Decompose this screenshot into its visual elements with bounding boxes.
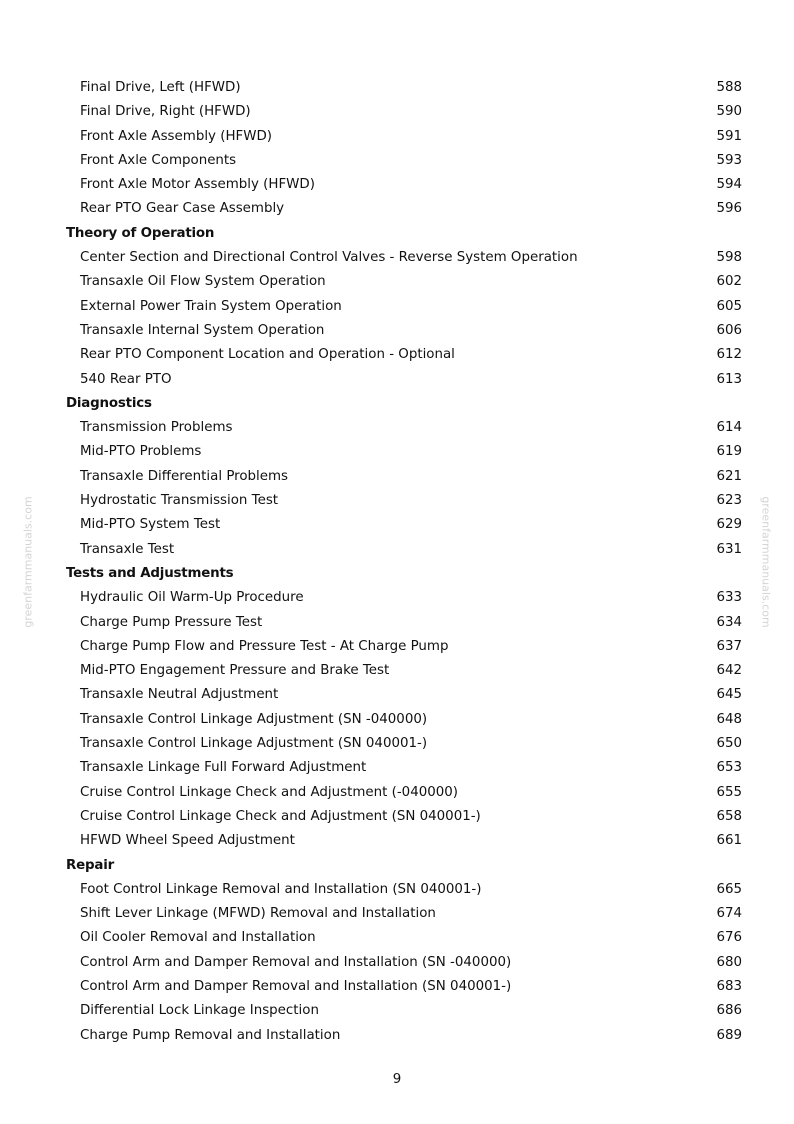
toc-entry[interactable] (0, 368, 794, 392)
entry-title: Mid-PTO Engagement Pressure and Brake Test (80, 663, 390, 679)
entry-page-number: 614 (716, 420, 742, 436)
entry-page-number: 683 (716, 978, 742, 994)
entry-page-number: 591 (716, 128, 742, 144)
entry-title: Transaxle Internal System Operation (80, 322, 325, 338)
toc-entry[interactable] (0, 1024, 794, 1048)
entry-title: Hydraulic Oil Warm-Up Procedure (80, 590, 304, 606)
entry-title: Final Drive, Left (HFWD) (80, 80, 241, 95)
toc-entry[interactable] (0, 246, 794, 270)
entry-page-number: 665 (716, 881, 742, 897)
entry-page-number: 686 (716, 1003, 742, 1019)
entry-title: External Power Train System Operation (80, 298, 342, 314)
toc-entry[interactable] (0, 586, 794, 610)
toc-entry[interactable] (0, 440, 794, 464)
toc-entry[interactable] (0, 173, 794, 197)
toc-entry[interactable] (0, 149, 794, 173)
entry-title: Control Arm and Damper Removal and Installation (SN -040000) (80, 954, 512, 970)
entry-title: Rear PTO Component Location and Operation - Optional (80, 347, 455, 363)
entry-title: Mid-PTO System Test (80, 517, 221, 533)
entry-title: Transaxle Differential Problems (80, 468, 289, 484)
entry-title: Charge Pump Removal and Installation (80, 1027, 341, 1043)
entry-title: Front Axle Components (80, 152, 237, 168)
toc-section-heading (0, 854, 794, 878)
toc-entry[interactable] (0, 295, 794, 319)
entry-title: Foot Control Linkage Removal and Installation (SN 040001-) (80, 881, 482, 897)
entry-title: Charge Pump Flow and Pressure Test - At Charge Pump (80, 638, 449, 654)
toc-entry[interactable] (0, 926, 794, 950)
entry-title: 540 Rear PTO (80, 371, 172, 387)
entry-title: Control Arm and Damper Removal and Installation (SN 040001-) (80, 978, 512, 994)
entry-page-number: 629 (716, 517, 742, 533)
toc-entry[interactable] (0, 902, 794, 926)
page-number: 9 (392, 1072, 402, 1087)
entry-title: Transaxle Oil Flow System Operation (80, 274, 326, 290)
entry-title: Transaxle Neutral Adjustment (80, 687, 279, 703)
toc-entry[interactable] (0, 611, 794, 635)
entry-page-number: 631 (716, 541, 742, 557)
toc-entry[interactable] (0, 683, 794, 707)
entry-title: Transaxle Test (80, 541, 175, 557)
entry-title: Transaxle Control Linkage Adjustment (SN -040000) (80, 711, 428, 727)
entry-title: Transaxle Control Linkage Adjustment (SN 040001-) (80, 736, 428, 752)
toc-entry[interactable] (0, 999, 794, 1023)
entry-page-number: 596 (716, 201, 742, 217)
entry-page-number: 602 (716, 274, 742, 290)
section-title: Theory of Operation (66, 225, 215, 241)
toc-entry[interactable] (0, 319, 794, 343)
entry-title: Mid-PTO Problems (80, 444, 202, 460)
entry-page-number: 634 (716, 614, 742, 630)
toc-entry[interactable] (0, 659, 794, 683)
toc-entry[interactable] (0, 805, 794, 829)
toc-entry[interactable] (0, 635, 794, 659)
entry-page-number: 650 (716, 736, 742, 752)
entry-page-number: 590 (716, 104, 742, 120)
entry-page-number: 674 (716, 906, 742, 922)
watermark-left: greenfarmmanuals.com (21, 496, 35, 628)
toc-entry[interactable] (0, 100, 794, 124)
toc-entry[interactable] (0, 829, 794, 853)
entry-page-number: 619 (716, 444, 742, 460)
entry-page-number: 658 (716, 808, 742, 824)
toc-entry[interactable] (0, 343, 794, 367)
entry-page-number: 598 (716, 250, 742, 266)
toc-entry[interactable] (0, 197, 794, 221)
toc-entry[interactable] (0, 708, 794, 732)
entry-page-number: 676 (716, 930, 742, 946)
entry-title: Rear PTO Gear Case Assembly (80, 201, 285, 217)
entry-page-number: 642 (716, 663, 742, 679)
entry-page-number: 612 (716, 347, 742, 363)
toc-entry[interactable] (0, 732, 794, 756)
entry-page-number: 593 (716, 152, 742, 168)
toc-section-heading (0, 222, 794, 246)
toc-entry[interactable] (0, 538, 794, 562)
entry-title: Hydrostatic Transmission Test (80, 493, 279, 509)
entry-page-number: 623 (716, 493, 742, 509)
entry-title: Differential Lock Linkage Inspection (80, 1003, 319, 1019)
toc-entry[interactable] (0, 125, 794, 149)
entry-title: Cruise Control Linkage Check and Adjustment (-040000) (80, 784, 459, 800)
entry-page-number: 645 (716, 687, 742, 703)
entry-page-number: 661 (716, 833, 742, 849)
entry-page-number: 648 (716, 711, 742, 727)
section-title: Tests and Adjustments (66, 565, 234, 581)
entry-title: Final Drive, Right (HFWD) (80, 104, 251, 120)
toc-entry[interactable] (0, 270, 794, 294)
entry-page-number: 637 (716, 638, 742, 654)
entry-title: Front Axle Motor Assembly (HFWD) (80, 177, 315, 193)
entry-page-number: 613 (716, 371, 742, 387)
toc-entry[interactable] (0, 513, 794, 537)
entry-page-number: 606 (716, 322, 742, 338)
entry-page-number: 689 (716, 1027, 742, 1043)
entry-title: Transmission Problems (80, 420, 233, 436)
toc-entry[interactable] (0, 465, 794, 489)
section-title: Diagnostics (66, 395, 152, 411)
entry-page-number: 655 (716, 784, 742, 800)
toc-entry[interactable] (0, 489, 794, 513)
entry-title: HFWD Wheel Speed Adjustment (80, 833, 295, 849)
toc-section-heading (0, 562, 794, 586)
entry-title: Front Axle Assembly (HFWD) (80, 128, 272, 144)
entry-page-number: 588 (716, 80, 742, 95)
entry-page-number: 594 (716, 177, 742, 193)
toc-entry[interactable] (0, 781, 794, 805)
entry-page-number: 680 (716, 954, 742, 970)
toc-entry[interactable] (0, 878, 794, 902)
table-of-contents (0, 76, 794, 1048)
toc-entry[interactable] (0, 756, 794, 780)
entry-page-number: 621 (716, 468, 742, 484)
entry-title: Shift Lever Linkage (MFWD) Removal and Installation (80, 906, 436, 922)
section-title: Repair (66, 857, 115, 873)
entry-page-number: 633 (716, 590, 742, 606)
toc-entry[interactable] (0, 975, 794, 999)
watermark-right: greenfarmmanuals.com (759, 496, 773, 628)
entry-title: Center Section and Directional Control Valves - Reverse System Operation (80, 250, 578, 266)
entry-page-number: 605 (716, 298, 742, 314)
toc-entry[interactable] (0, 76, 794, 100)
toc-entry[interactable] (0, 416, 794, 440)
entry-title: Oil Cooler Removal and Installation (80, 930, 316, 946)
entry-title: Charge Pump Pressure Test (80, 614, 263, 630)
toc-section-heading (0, 392, 794, 416)
entry-title: Cruise Control Linkage Check and Adjustment (SN 040001-) (80, 808, 481, 824)
entry-page-number: 653 (716, 760, 742, 776)
entry-title: Transaxle Linkage Full Forward Adjustment (80, 760, 367, 776)
toc-entry[interactable] (0, 951, 794, 975)
